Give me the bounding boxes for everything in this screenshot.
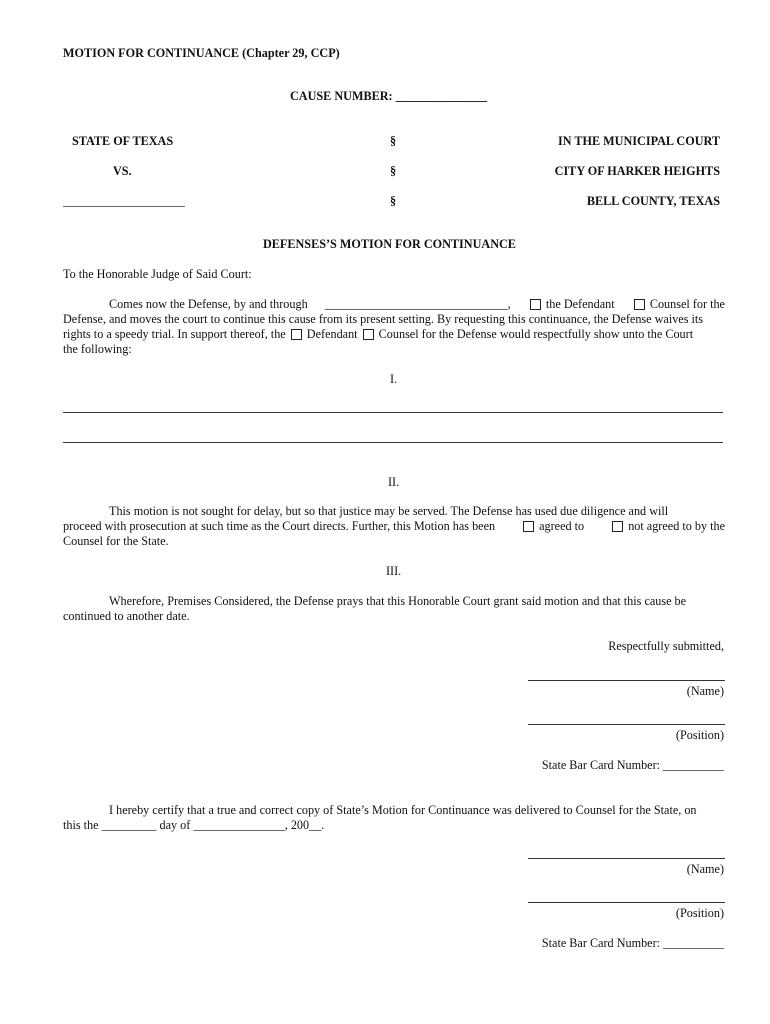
section-heading-3: III. — [386, 564, 402, 578]
p1-line: Defense, and moves the court to continue this cause from its present setting. By requesting this continuance, the Defense waives its — [63, 312, 704, 326]
p2-line: Counsel for the State. — [63, 534, 169, 548]
bar-card-number-field[interactable]: State Bar Card Number: __________ — [541, 936, 724, 950]
cert-date-line[interactable]: this the _________ day of _______________, 200__. — [63, 818, 325, 832]
checkbox-label: Counsel for the — [649, 297, 725, 311]
caption-state-of-texas: STATE OF TEXAS — [72, 134, 174, 148]
position-line[interactable] — [528, 902, 725, 903]
checkbox-agreed[interactable] — [523, 521, 534, 532]
cause-number-line — [290, 89, 487, 104]
position-line[interactable] — [528, 724, 725, 725]
p1-text: rights to a speedy trial. In support thereof, the — [63, 327, 286, 341]
checkbox-label: agreed to — [539, 519, 585, 533]
section-heading-1: I. — [390, 372, 398, 386]
name-label: (Name) — [686, 862, 724, 876]
p1-text: Comes now the Defense, by and through — [109, 297, 308, 311]
salutation: To the Honorable Judge of Said Court: — [63, 267, 252, 281]
form-title: MOTION FOR CONTINUANCE (Chapter 29, CCP) — [63, 46, 340, 60]
motion-heading: DEFENSES’S MOTION FOR CONTINUANCE — [263, 237, 516, 251]
position-label: (Position) — [675, 906, 724, 920]
caption-county: BELL COUNTY, TEXAS — [586, 194, 720, 208]
checkbox-label: Counsel for the Defense would respectfully show unto the Court — [378, 327, 694, 341]
paragraph-certificate — [63, 803, 725, 833]
p1-line: the following: — [63, 342, 132, 356]
checkbox-not-agreed[interactable] — [612, 521, 623, 532]
paragraph-wherefore — [63, 594, 725, 624]
paragraph-diligence — [63, 504, 725, 549]
checkbox-label: not agreed to by the — [628, 519, 725, 533]
section-mark: § — [390, 164, 397, 178]
position-label: (Position) — [675, 728, 724, 742]
p2-text: proceed with prosecution at such time as the Court directs. Further, this Motion has been — [63, 519, 496, 533]
section-mark: § — [390, 194, 397, 208]
checkbox-counsel[interactable] — [363, 329, 374, 340]
caption-city: CITY OF HARKER HEIGHTS — [554, 164, 720, 178]
cause-number-field[interactable]: _______________ — [395, 89, 488, 103]
counsel-name-field[interactable]: ______________________________, — [324, 297, 511, 311]
checkbox-defendant[interactable] — [291, 329, 302, 340]
caption-court: IN THE MUNICIPAL COURT — [558, 134, 720, 148]
p3-line: Wherefore, Premises Considered, the Defense prays that this Honorable Court grant said motion and that this cause be — [109, 594, 687, 608]
signature-line[interactable] — [528, 680, 725, 681]
cause-number-label: CAUSE NUMBER: — [290, 89, 393, 103]
section-mark: § — [390, 134, 397, 148]
defendant-name-field[interactable]: ____________________ — [63, 194, 185, 208]
paragraph-intro — [63, 297, 725, 357]
respectfully-submitted: Respectfully submitted, — [608, 639, 724, 653]
signature-line[interactable] — [528, 858, 725, 859]
bar-card-number-field[interactable]: State Bar Card Number: __________ — [541, 758, 724, 772]
name-label: (Name) — [686, 684, 724, 698]
p2-line: This motion is not sought for delay, but so that justice may be served. The Defense has used due diligence and will — [109, 504, 669, 518]
p3-line: continued to another date. — [63, 609, 190, 623]
checkbox-label: the Defendant — [545, 297, 615, 311]
checkbox-defendant[interactable] — [530, 299, 541, 310]
section-heading-2: II. — [388, 475, 400, 489]
checkbox-counsel[interactable] — [634, 299, 645, 310]
caption-vs: VS. — [113, 164, 132, 178]
checkbox-label: Defendant — [306, 327, 358, 341]
writing-line[interactable] — [63, 412, 723, 413]
cert-line: I hereby certify that a true and correct copy of State’s Motion for Continuance was delivered to Counsel for the State, on — [109, 803, 697, 817]
writing-line[interactable] — [63, 442, 723, 443]
